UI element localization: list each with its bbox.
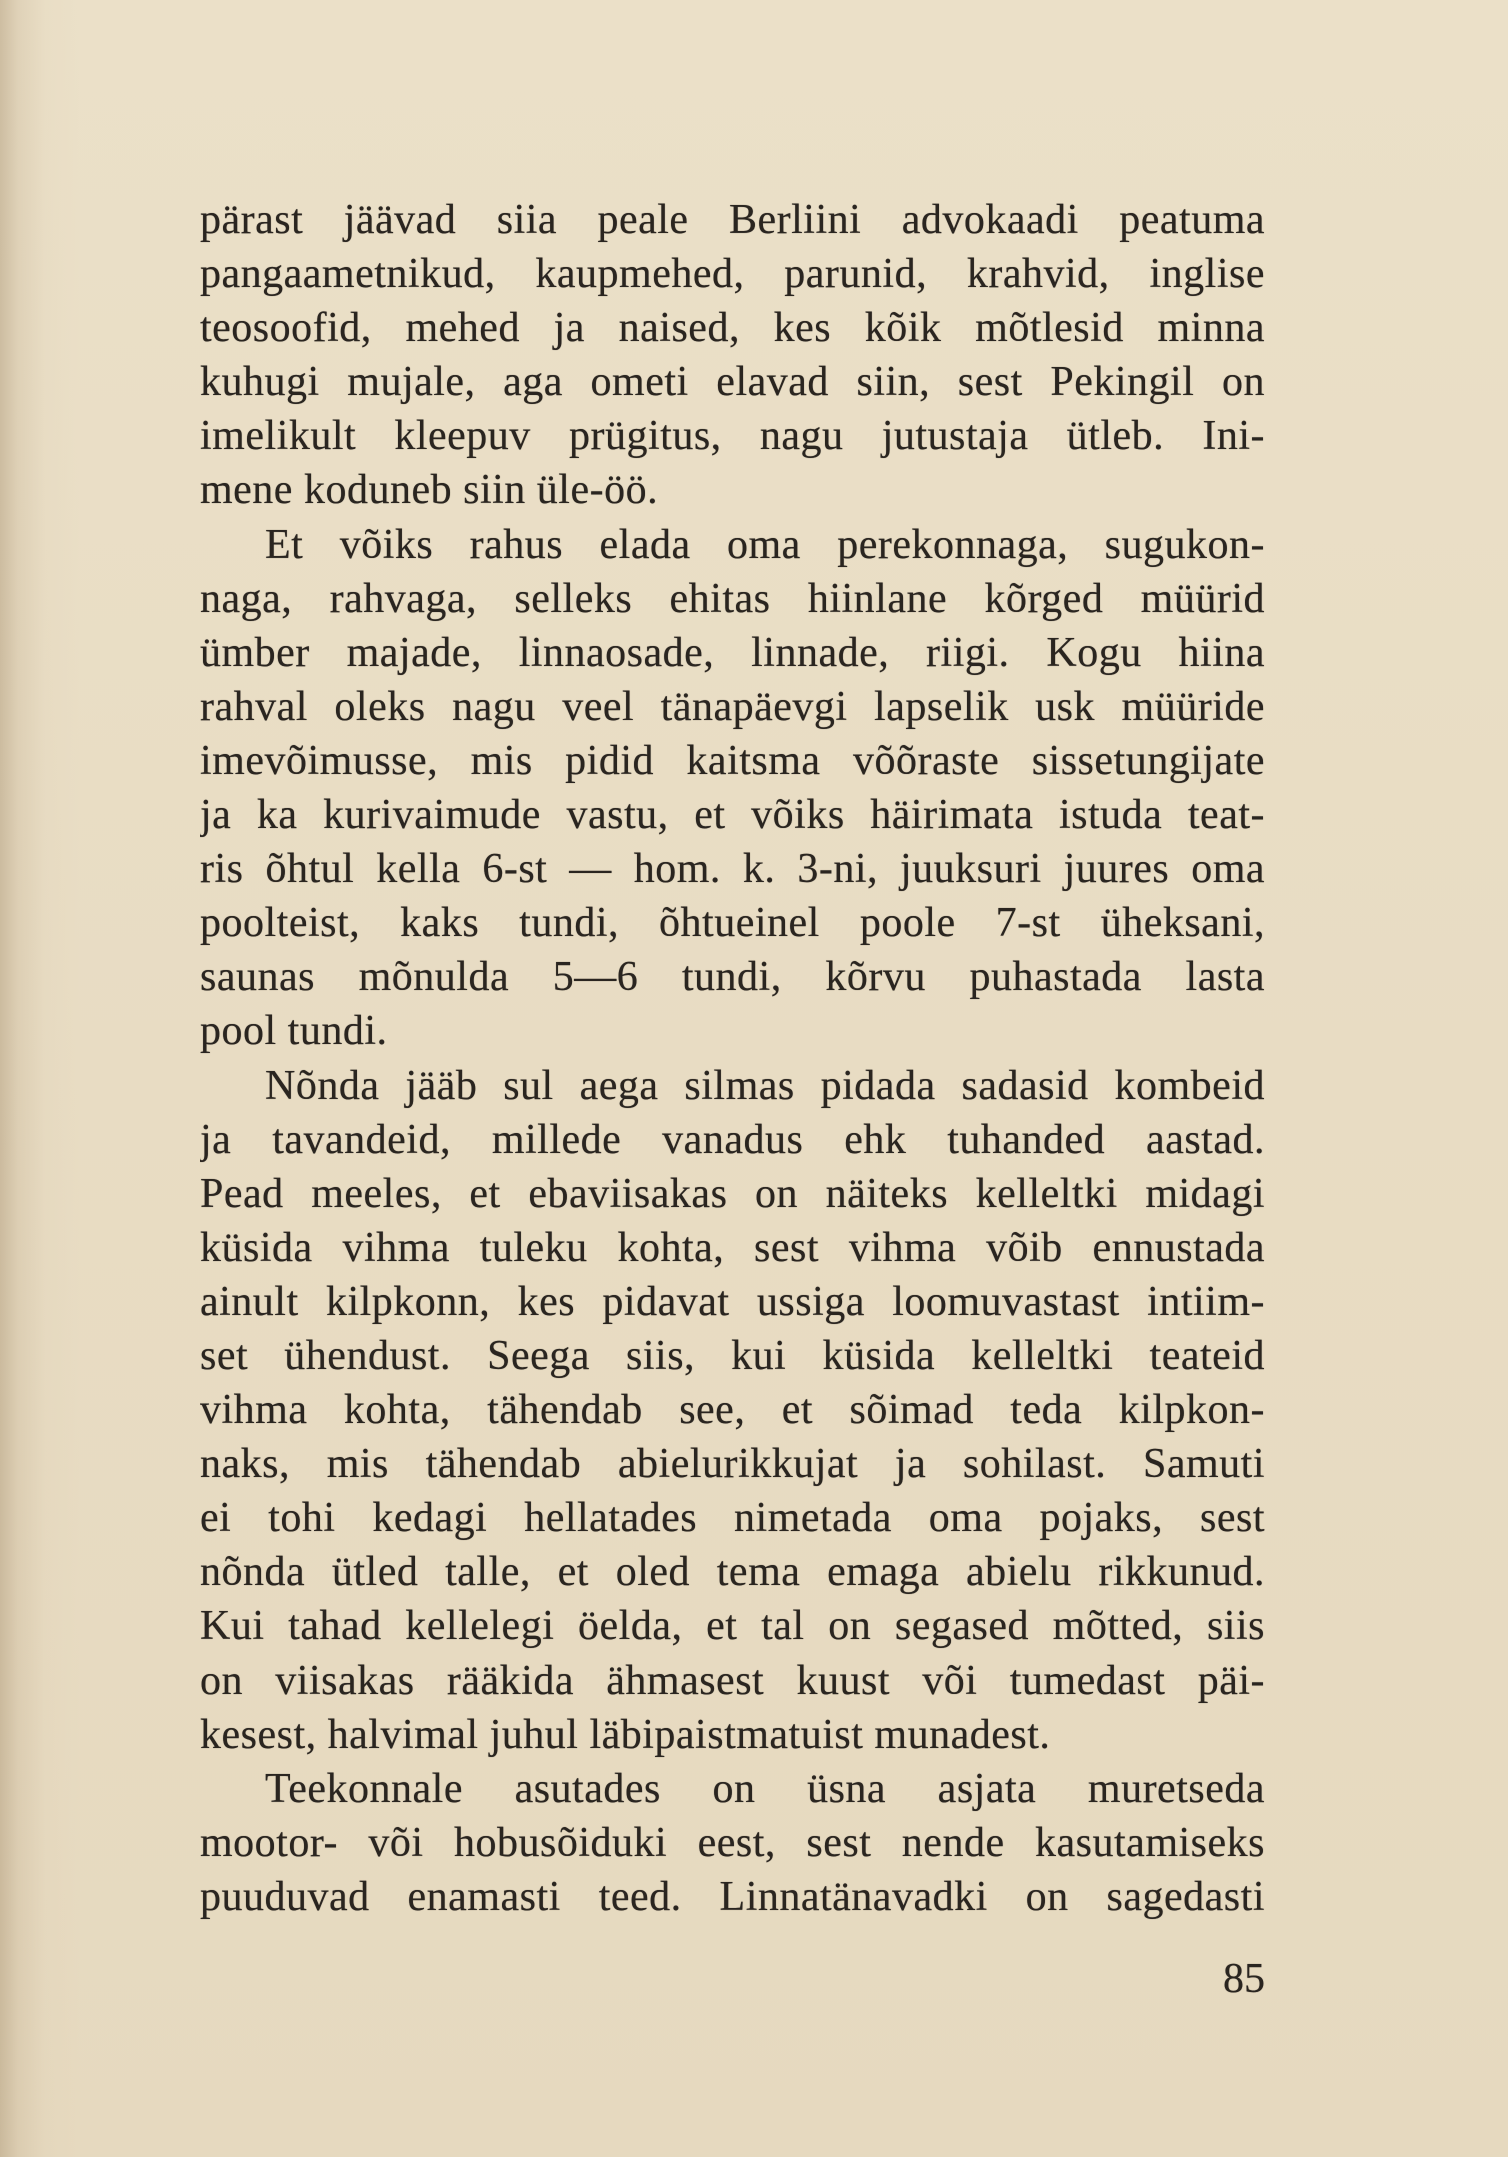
- text-line: ainult kilpkonn, kes pidavat ussiga loomuvastast intiim-: [200, 1278, 1265, 1325]
- text-line: set ühendust. Seega siis, kui küsida kelleltki teateid: [200, 1332, 1265, 1379]
- paragraph: [200, 1762, 1265, 1924]
- paragraph: [200, 518, 1265, 1059]
- text-line: naks, mis tähendab abielurikkujat ja sohilast. Samuti: [200, 1441, 1265, 1488]
- text-line: ümber majade, linnaosade, linnade, riigi. Kogu hiina: [200, 629, 1265, 676]
- text-line: on viisakas rääkida ähmasest kuust või tumedast päi-: [200, 1657, 1265, 1704]
- text-line: pangaametnikud, kaupmehed, parunid, krahvid, inglise: [200, 251, 1265, 298]
- text-line: kuhugi mujale, aga ometi elavad siin, sest Pekingil on: [200, 359, 1265, 406]
- text-line: ris õhtul kella 6-st — hom. k. 3-ni, juuksuri juures oma: [200, 846, 1265, 893]
- body-text: [200, 193, 1265, 1924]
- text-line: puuduvad enamasti teed. Linnatänavadki on sagedasti: [200, 1873, 1265, 1920]
- paragraph: [200, 193, 1265, 518]
- text-line: Pead meeles, et ebaviisakas on näiteks kelleltki midagi: [200, 1170, 1265, 1217]
- text-line: ei tohi kedagi hellatades nimetada oma pojaks, sest: [200, 1495, 1265, 1542]
- text-line: mene koduneb siin üle-öö.: [200, 467, 659, 514]
- page-number: 85: [1223, 1956, 1265, 2002]
- text-line: mootor- või hobusõiduki eest, sest nende kasutamiseks: [200, 1819, 1265, 1866]
- text-line: ja ka kurivaimude vastu, et võiks häirimata istuda teat-: [200, 792, 1265, 839]
- text-line: vihma kohta, tähendab see, et sõimad teda kilpkon-: [200, 1387, 1265, 1434]
- text-line: imevõimusse, mis pidid kaitsma võõraste sissetungijate: [200, 737, 1265, 784]
- text-line: pärast jäävad siia peale Berliini advokaadi peatuma: [200, 197, 1265, 243]
- text-line: Kui tahad kellelegi öelda, et tal on segased mõtted, siis: [200, 1603, 1265, 1650]
- text-line: Nõnda jääb sul aega silmas pidada sadasid kombeid: [265, 1062, 1265, 1109]
- text-line: kesest, halvimal juhul läbipaistmatuist munadest.: [200, 1711, 1051, 1758]
- text-line: imelikult kleepuv prügitus, nagu jutustaja ütleb. Ini-: [200, 413, 1265, 460]
- text-line: naga, rahvaga, selleks ehitas hiinlane kõrged müürid: [200, 575, 1265, 622]
- text-line: nõnda ütled talle, et oled tema emaga abielu rikkunud.: [200, 1549, 1265, 1596]
- paragraph: [200, 1059, 1265, 1762]
- text-line: poolteist, kaks tundi, õhtueinel poole 7-st üheksani,: [200, 900, 1265, 947]
- text-line: pool tundi.: [200, 1008, 388, 1055]
- text-line: saunas mõnulda 5—6 tundi, kõrvu puhastada lasta: [200, 954, 1265, 1001]
- text-line: küsida vihma tuleku kohta, sest vihma võib ennustada: [200, 1224, 1265, 1271]
- text-line: teosoofid, mehed ja naised, kes kõik mõtlesid minna: [200, 305, 1265, 352]
- text-line: ja tavandeid, millede vanadus ehk tuhanded aastad.: [200, 1116, 1265, 1163]
- text-line: Et võiks rahus elada oma perekonnaga, sugukon-: [265, 521, 1265, 568]
- text-line: rahval oleks nagu veel tänapäevgi lapselik usk müüride: [200, 683, 1265, 730]
- text-line: Teekonnale asutades on üsna asjata muretseda: [265, 1765, 1265, 1812]
